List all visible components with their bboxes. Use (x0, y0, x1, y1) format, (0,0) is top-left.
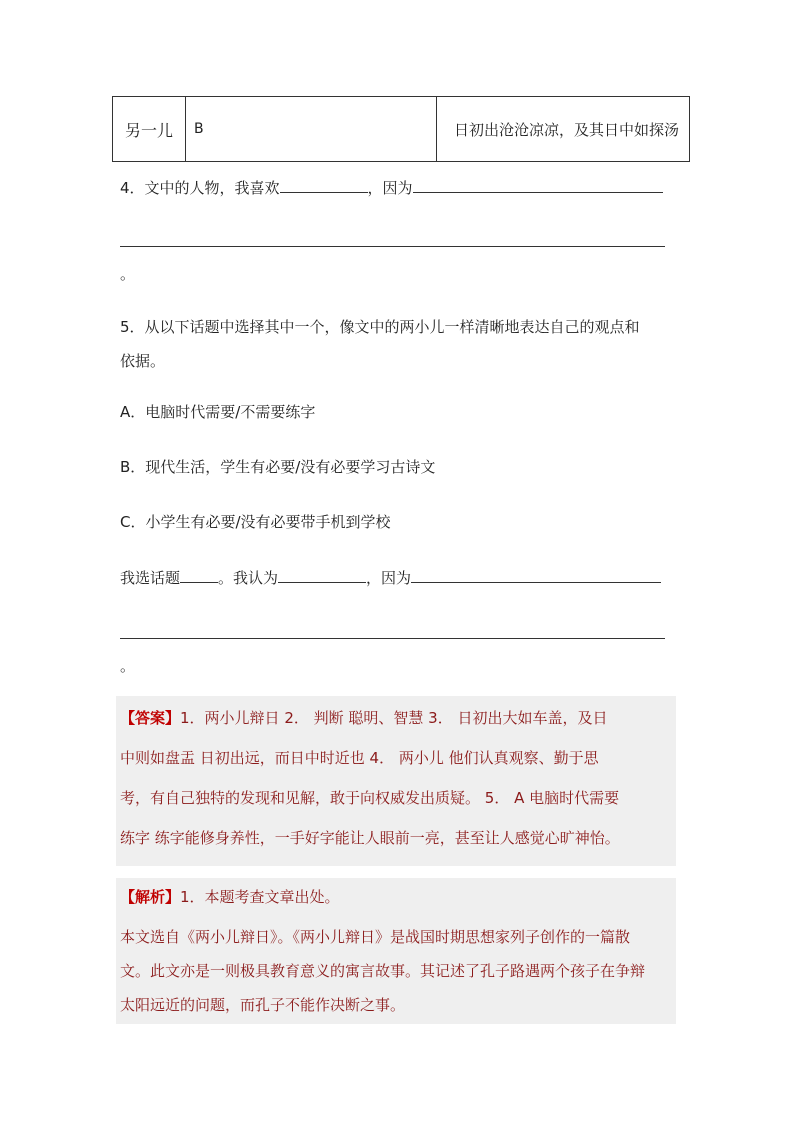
analysis-line-1 (120, 880, 676, 914)
question-4-prefix: 4．文中的人物，我喜欢 (120, 179, 280, 197)
question-5-end: 。 (120, 657, 136, 675)
comparison-table (112, 96, 690, 162)
fill-prefix: 我选话题 (120, 569, 181, 587)
answer-rule[interactable] (120, 638, 665, 639)
fill-mid-2: ，因为 (366, 569, 412, 587)
analysis-line-4: 太阳远近的问题，而孔子不能作决断之事。 (120, 996, 406, 1014)
answer-rule[interactable] (120, 246, 665, 247)
answer-blank[interactable] (413, 176, 663, 193)
analysis-tag: 【解析】 (120, 888, 181, 906)
answer-line-4: 练字 练字能修身养性，一手好字能让人眼前一亮，甚至让人感觉心旷神怡。 (120, 829, 620, 847)
option-c: C．小学生有必要/没有必要带手机到学校 (120, 513, 391, 531)
answer-blank[interactable] (280, 176, 368, 193)
answer-line-1 (120, 698, 676, 738)
table-cell-quote: 日初出沧沧凉凉，及其日中如探汤 (437, 97, 690, 162)
analysis-block (120, 880, 676, 1022)
reason-blank[interactable] (411, 566, 661, 583)
question-5-fill (120, 566, 661, 588)
opinion-blank[interactable] (278, 566, 366, 583)
question-4-middle: ，因为 (367, 179, 413, 197)
answer-line-2: 中则如盘盂 日初出远，而日中时近也 4． 两小儿 他们认真观察、勤于思 (120, 749, 599, 767)
question-4-end: 。 (120, 265, 136, 283)
table-cell-name: 另一儿 (113, 97, 186, 162)
answer-tag: 【答案】 (120, 709, 181, 727)
table-row (113, 97, 690, 162)
answer-text-1: 1．两小儿辩日 2． 判断 聪明、智慧 3． 日初出大如车盖，及日 (180, 709, 608, 727)
fill-mid-1: 。我认为 (218, 569, 279, 587)
option-b: B．现代生活，学生有必要/没有必要学习古诗文 (120, 458, 436, 476)
question-5-line-1: 5．从以下话题中选择其中一个，像文中的两小儿一样清晰地表达自己的观点和 (120, 318, 640, 336)
question-5-line-2: 依据。 (120, 352, 166, 370)
topic-blank[interactable] (180, 566, 218, 583)
answer-block (120, 698, 676, 858)
analysis-text-1: 1．本题考查文章出处。 (180, 888, 340, 906)
question-4 (120, 176, 663, 198)
analysis-line-2: 本文选自《两小儿辩日》。《两小儿辩日》是战国时期思想家列子创作的一篇散 (120, 928, 631, 946)
option-a: A．电脑时代需要/不需要练字 (120, 403, 316, 421)
analysis-line-3: 文。此文亦是一则极具教育意义的寓言故事。其记述了孔子路遇两个孩子在争辩 (120, 962, 646, 980)
answer-line-3: 考，有自己独特的发现和见解，敢于向权威发出质疑。 5． A 电脑时代需要 (120, 789, 620, 807)
table-cell-option: B (186, 97, 437, 162)
